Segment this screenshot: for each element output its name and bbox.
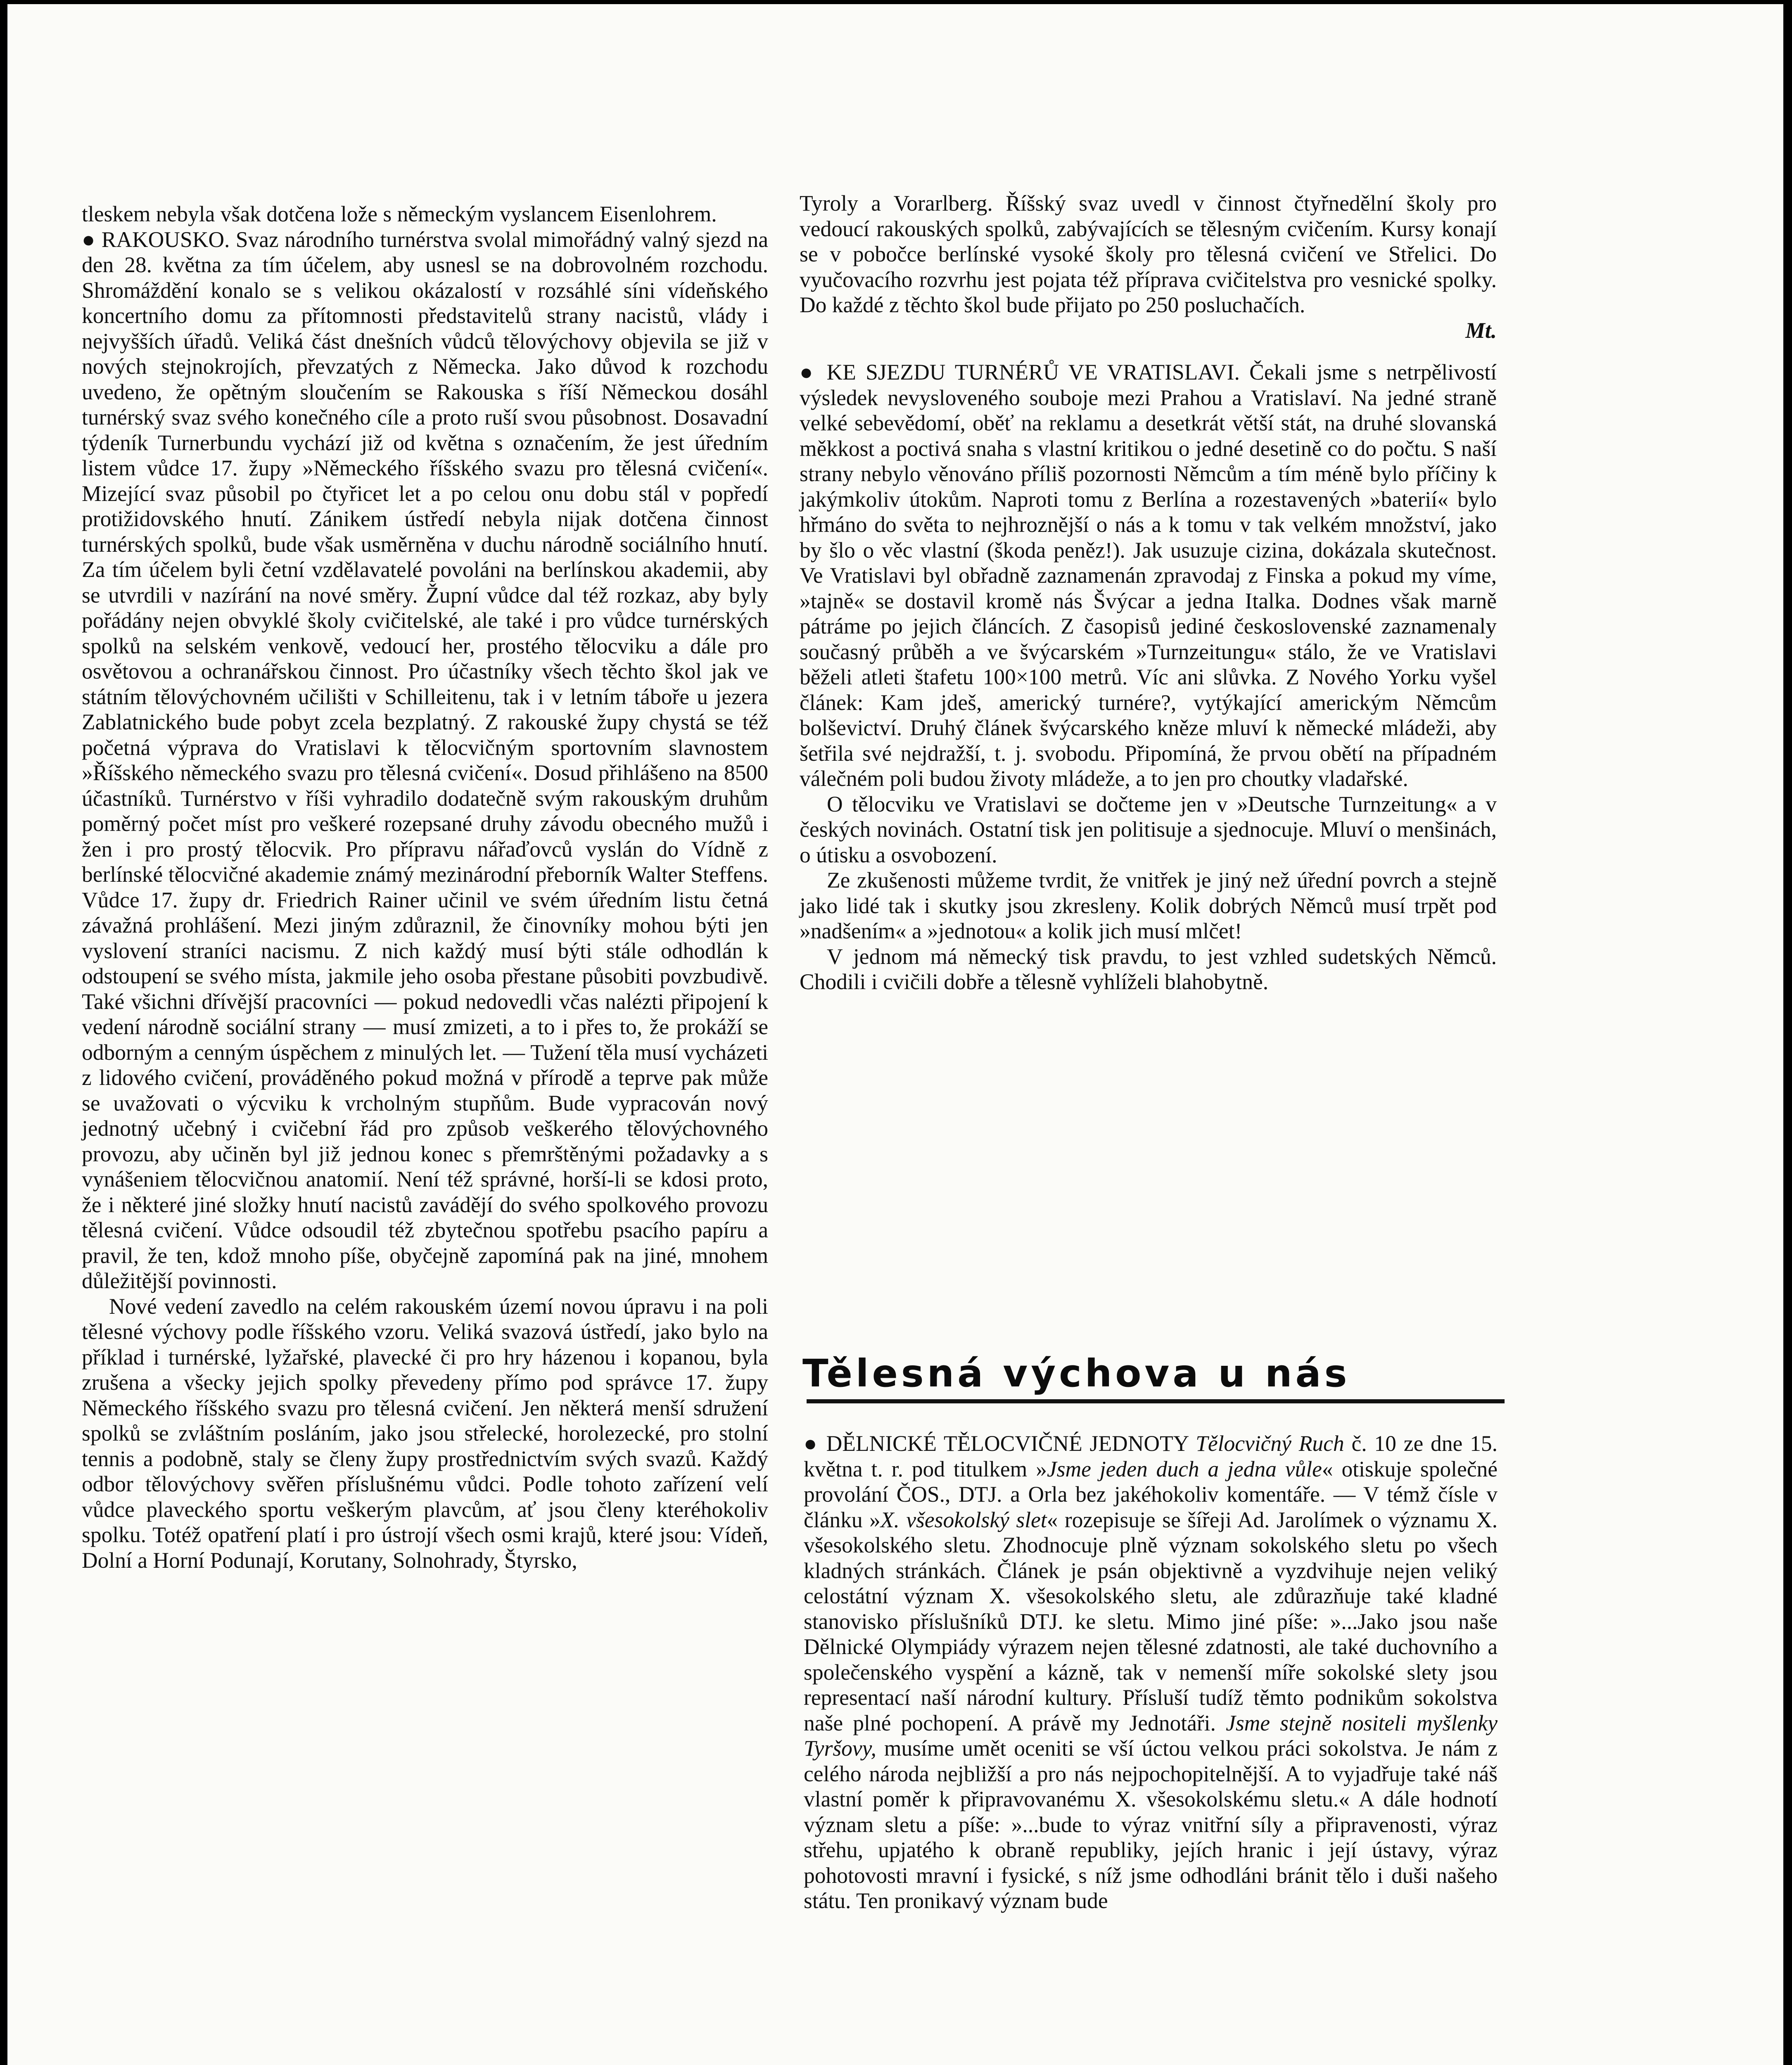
quote-1: Jsme jeden duch a jedna vůle bbox=[1047, 1456, 1322, 1481]
right-paragraph: O tělocviku ve Vratislavi se dočteme jen v »Deutsche Turnzeitung« a v českých novinách. Ostatní tisk jen politisuje a sjednocuje. Mluví o menšinách, o útisku a osvobození. bbox=[800, 791, 1497, 867]
quote-2: X. všesokolský slet bbox=[880, 1507, 1047, 1532]
left-column bbox=[82, 202, 768, 1573]
author-signature: Mt. bbox=[1465, 318, 1497, 343]
right-paragraph: Tyroly a Vorarlberg. Říšský svaz uvedl v činnost čtyřnedělní školy pro vedoucí rakouských spolků, zabývajících se tělesným cvičením. Kursy konají se v pobočce berlínské vysoké školy pro tělesná cvičení ve Střelici. Do vyučovacího rozvrhu jest pojata též příprava cvičitelstva pro vesnické spolky. Do každé z těchto škol bude přijato po 250 posluchačích. bbox=[800, 191, 1497, 317]
right-column-bottom bbox=[804, 1431, 1498, 1914]
right-paragraph: Ze zkušenosti můžeme tvrdit, že vnitřek je jiný než úřední povrch a stejně jako lidé tak i skutky jsou zkresleny. Kolik dobrých Němců musí trpět pod »nadšením« a »jednotou« a kolik jich musí mlčet! bbox=[800, 868, 1497, 943]
dtj-text-1: č. 10 ze dne 15. května t. r. pod titulkem » bbox=[804, 1431, 1498, 1481]
rakousko-text: RAKOUSKO. Svaz národního turnérstva svolal mimořádný valný sjezd na den 28. května za tím účelem, aby usnesl se na dobrovolném rozchodu. Shromáždění konalo se s velikou okázalostí v rozsáhlé síni vídeňského koncertního domu za přítomnosti představitelů strany nacistů, vlády i nejvyšších úřadů. Veliká část dnešních vůdců tělovýchovy objevila se již v nových stejnokrojích, převzatých z Německa. Jako důvod k rozchodu uvedeno, že opětným sloučením se Rakouska s říší Německou dosáhl turnérský svaz svého konečného cíle a proto ruší svou působnost. Dosavadní týdeník Turnerbundu vychází již od května s označením, že jest úředním listem vůdce 17. župy »Německého říšského svazu pro tělesná cvičení«. Mizející svaz působil po čtyřicet let a po celou onu dobu stál v popředí protižidovského hnutí. Zánikem ústředí nebyla nijak dotčena činnost turnérských spolků, bude však usměrněna v duchu národně sociálního hnutí. Za tím účelem byli četní vzdělavatelé povoláni na berlínskou akademii, aby se utvrdili v nazírání na nové směry. Župní vůdce dal též rozkaz, aby byly pořádány nejen obvyklé školy cvičitelské, ale také i pro vůdce turnérských spolků na selském venkově, vedoucí her, prostého tělocviku a dále pro osvětovou a ochranářskou činnost. Pro účastníky všech těchto škol jak ve státním tělovýchovném učilišti v Schilleitenu, tak i v letním táboře u jezera Zablatnického bude pobyt zcela bezplatný. Z rakouské župy chystá se též početná výprava do Vratislavi k tělocvičným sportovním slavnostem »Říšského německého svazu pro tělesná cvičení«. Dosud přihlášeno na 8500 účastníků. Turnérstvo v říši vyhradilo dodatečně svým rakouským druhům poměrný počet míst pro veškeré rozepsané druhy závodu obecného mužů i žen i pro prostý tělocvik. Pro přípravu nářaďovců vyslán do Vídně z berlínské tělocvičné akademie známý mezinárodní přeborník Walter Steffens. Vůdce 17. župy dr. Friedrich Rainer učinil ve svém úředním listu četná závažná prohlášení. Mezi jiným zdůraznil, že činovníky mohou býti jen vyslovení straníci nacismu. Z nich každý musí býti stále odhodlán k odstoupení se svého místa, jakmile jeho osoba přestane působiti povzbudivě. Také všichni dřívější pracovníci — pokud nedovedli včas nalézti připojení k vedení národně sociální strany — musí zmizeti, a to i přes to, že prokáží se odborným a cenným úspěchem z minulých let. — Tužení těla musí vycházeti z lidového cvičení, prováděného pokud možná v přírodě a teprve pak může se uvažovati o výcviku k vrcholným stupňům. Bude vypracován nový jednotný učebný i cvičební řád pro způsob veškerého tělovýchovného provozu, aby učiněn byl již jednou konec s přemrštěnými požadavky a s vynášeniem tělocvičnou anatomií. Není též správné, horší-li se kdosi proto, že i některé jiné složky hnutí nacistů zavádějí do svého spolkového provozu tělesná cvičení. Vůdce odsoudil též zbytečnou spotřebu psacího papíru a pravil, že ten, kdož mnoho píše, obyčejně zapomíná pak na jiné, mnohem důležitější povinnosti. bbox=[82, 227, 768, 1293]
rakousko-paragraph bbox=[82, 227, 768, 1294]
vratislav-paragraph bbox=[800, 360, 1497, 792]
section-title-rule bbox=[807, 1399, 1505, 1403]
dtj-lead: DĚLNICKÉ TĚLOCVIČNÉ JEDNOTY bbox=[826, 1431, 1189, 1456]
dtj-text-3: « rozepisuje se šířeji Ad. Jarolímek o významu X. všesokolského sletu. Zhodnocuje plně význam sokolského sletu po všech kladných stránkách. Článek je psán objektivně a vyzdvihuje nejen veliký celostátní význam X. všesokolského sletu, ale zdůrazňuje také kladné stanovisko příslušníků DTJ. ke sletu. Mimo jiné píše: »...Jako jsou naše Dělnické Olympiády výrazem nejen tělesné zdatnosti, ale také duchovního a společenského vyspění a kázně, tak v nemenší míře sokolské slety jsou representací naší národní kultury. Přísluší tudíž těmto podnikům sokolstva naše plné pochopení. A právě my Jednotáři. bbox=[804, 1507, 1498, 1735]
journal-title: Tělocvičný Ruch bbox=[1196, 1431, 1344, 1456]
quote-3: Jsme stejně nositeli myšlenky Tyršovy, bbox=[804, 1710, 1498, 1761]
bullet-icon: ● bbox=[82, 227, 102, 252]
vratislav-text: KE SJEZDU TURNÉRŮ VE VRATISLAVI. Čekali jsme s netrpělivostí výsledek nevysloveného souboje mezi Prahou a Vratislaví. Na jedné straně velké sebevědomí, oběť na reklamu a desetkrát větší stát, na druhé slovanská měkkost a poctivá snaha s vlastní kritikou o jedné desetině co do počtu. S naší strany nebylo věnováno příliš pozornosti Němcům a tím méně bylo příčiny k jakýmkoliv útokům. Naproti tomu z Berlína a rozestavených »baterií« bylo hřmáno do světa to nejhroznější o nás a k tomu v tak velkém množství, jako by šlo o věc vlastní (škoda peněz!). Jak usuzuje cizina, dokázala skutečnost. Ve Vratislavi byl obřadně zaznamenán zpravodaj z Finska a pokud my víme, »tajně« se dostavil kromě nás Švýcar a jedna Italka. Dodnes však marně pátráme po jejich článcích. Z časopisů jediné československé zaznamenaly současný průběh a ve švýcarském »Turnzeitungu« stálo, že ve Vratislavi běželi atleti štafetu 100×100 metrů. Víc ani slůvka. Z Nového Yorku vyšel článek: Kam jdeš, americký turnére?, vytýkající americkým Němcům bolševictví. Druhý článek švýcarského kněze mluví k německé mládeži, aby šetřila své nejdražší, t. j. svobodu. Připomíná, že prvou obětí na případném válečném poli budou životy mládeže, a to jen pro choutky vladařské. bbox=[800, 360, 1497, 791]
right-column-top bbox=[800, 191, 1497, 995]
left-paragraph: tleskem nebyla však dotčena lože s německým vyslancem Eisenlohrem. bbox=[82, 202, 717, 226]
dtj-paragraph bbox=[804, 1431, 1498, 1914]
right-paragraph: V jednom má německý tisk pravdu, to jest vzhled sudetských Němců. Chodili i cvičili dobře a tělesně vyhlíželi blahobytně. bbox=[800, 944, 1497, 994]
page bbox=[7, 4, 1783, 2065]
dtj-text-4: musíme umět oceniti se vší úctou velkou práci sokolstva. Je nám z celého národa nejbližší a pro nás nejpochopitelnější. A to vyjadřuje také náš vlastní poměr k připravovanému X. všesokolskému sletu.« A dále hodnotí význam sletu a píše: »...bude to výraz vnitřní síly a připravenosti, výraz střehu, upjatého k obraně republiky, jejích hranic i její ústavy, výraz pohotovosti mravní i fysické, s níž jsme odhodláni bránit tělo i duši našeho státu. Ten pronikavý význam bude bbox=[804, 1736, 1498, 1913]
bullet-icon: ● bbox=[800, 360, 827, 385]
dtj-text-2: « otiskuje společné provolání ČOS., DTJ. a Orla bez jakéhokoliv komentáře. — V témž čísle v článku » bbox=[804, 1456, 1498, 1532]
section-title: Tělesná výchova u nás bbox=[802, 1351, 1351, 1396]
bullet-icon: ● bbox=[804, 1431, 826, 1456]
left-paragraph: Nové vedení zavedlo na celém rakouském území novou úpravu i na poli tělesné výchovy podle říšského vzoru. Veliká svazová ústředí, jako bylo na příklad i turnérské, lyžařské, plavecké či pro hry házenou i kopanou, byla zrušena a všecky jejich spolky převedeny přímo pod správce 17. župy Německého říšského svazu pro tělesná cvičení. Jen některá menší sdružení spolků se zvláštním posláním, jako jsou střelecké, horolezecké, pro stolní tennis a podobně, staly se členy župy prostřednictvím svých svazů. Každý odbor tělovýchovy svěřen příslušnému vůdci. Podle tohoto zařízení velí vůdce plaveckého sportu veškerým plavcům, ať jsou členy kteréhokoliv spolku. Totéž opatření platí i pro ústrojí všech osmi krajů, které jsou: Vídeň, Dolní a Horní Podunají, Korutany, Solnohrady, Štyrsko, bbox=[82, 1294, 768, 1573]
